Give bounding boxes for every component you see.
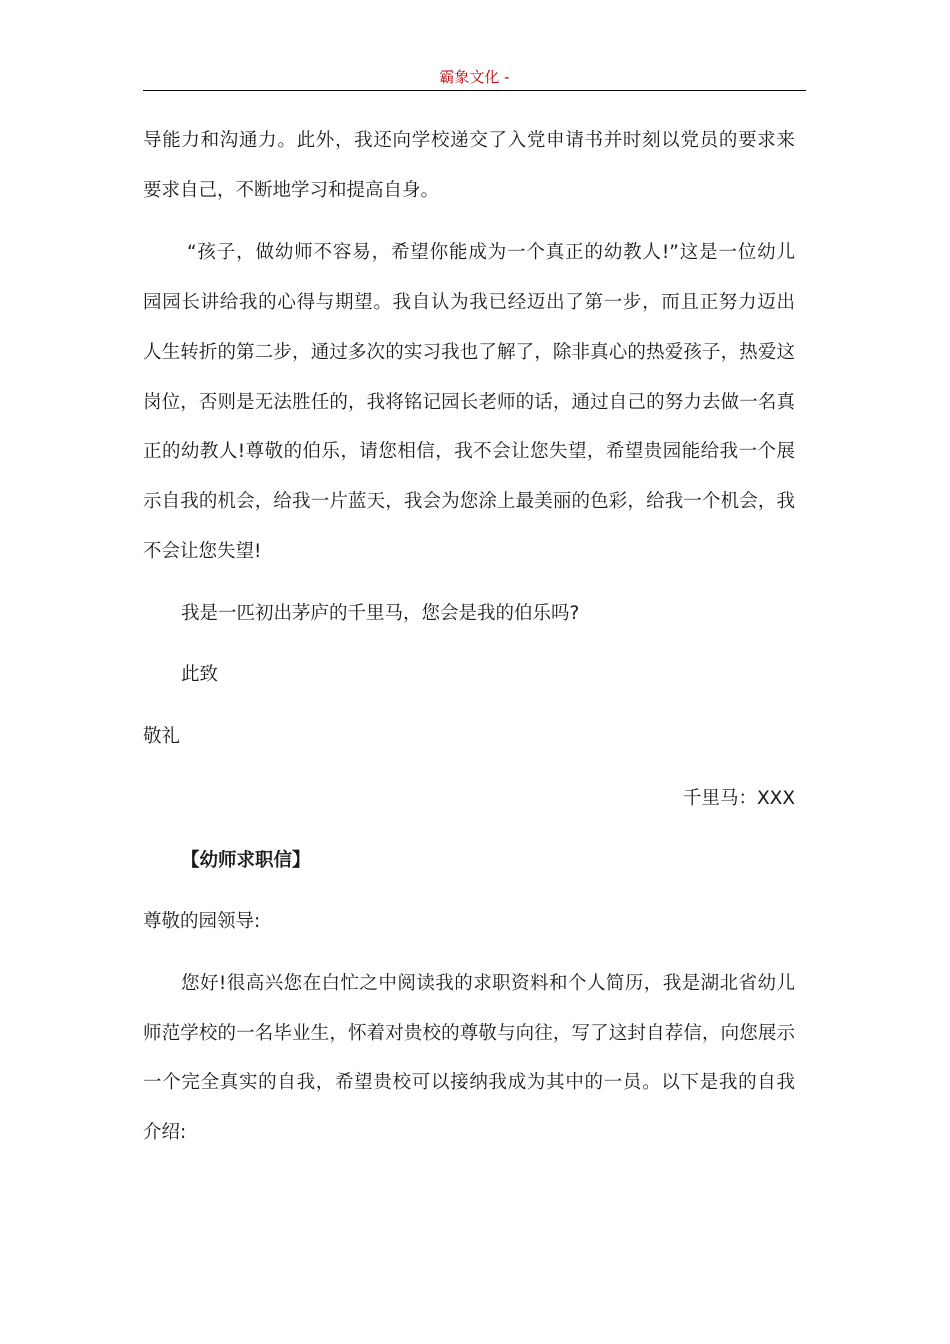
paragraph-line: 人生转折的第二步，通过多次的实习我也了解了，除非真心的热爱孩子，热爱这 [143, 342, 795, 363]
paragraph-line: 您好!很高兴您在白忙之中阅读我的求职资料和个人简历，我是湖北省幼儿 [181, 973, 795, 994]
page-header: 霸象文化 - [439, 68, 510, 86]
paragraph-line: 一个完全真实的自我，希望贵校可以接纳我成为其中的一员。以下是我的自我 [143, 1072, 795, 1093]
paragraph-line: 园园长讲给我的心得与期望。我自认为我已经迈出了第一步，而且正努力迈出 [143, 292, 795, 313]
paragraph-line: “孩子，做幼师不容易，希望你能成为一个真正的幼教人!”这是一位幼儿 [187, 242, 795, 263]
paragraph-line: 介绍: [143, 1122, 187, 1143]
paragraph-line: 要求自己，不断地学习和提高自身。 [143, 180, 440, 201]
signature: 千里马：XXX [682, 788, 795, 809]
section-title: 【幼师求职信】 [181, 850, 311, 871]
paragraph-line: 师范学校的一名毕业生，怀着对贵校的尊敬与向往，写了这封自荐信，向您展示 [143, 1023, 795, 1044]
paragraph-line: 示自我的机会，给我一片蓝天，我会为您涂上最美丽的色彩，给我一个机会，我 [143, 491, 795, 512]
paragraph-line: 不会让您失望! [143, 541, 262, 562]
paragraph-line: 我是一匹初出茅庐的千里马，您会是我的伯乐吗? [181, 603, 580, 624]
paragraph-line: 导能力和沟通力。此外，我还向学校递交了入党申请书并时刻以党员的要求来 [143, 130, 795, 151]
closing-line: 此致 [181, 664, 219, 685]
header-divider [143, 90, 806, 91]
closing-line: 敬礼 [143, 726, 181, 747]
salutation: 尊敬的园领导: [143, 911, 261, 932]
paragraph-line: 正的幼教人!尊敬的伯乐，请您相信，我不会让您失望，希望贵园能给我一个展 [143, 441, 795, 462]
paragraph-line: 岗位，否则是无法胜任的，我将铭记园长老师的话，通过自己的努力去做一名真 [143, 392, 795, 413]
